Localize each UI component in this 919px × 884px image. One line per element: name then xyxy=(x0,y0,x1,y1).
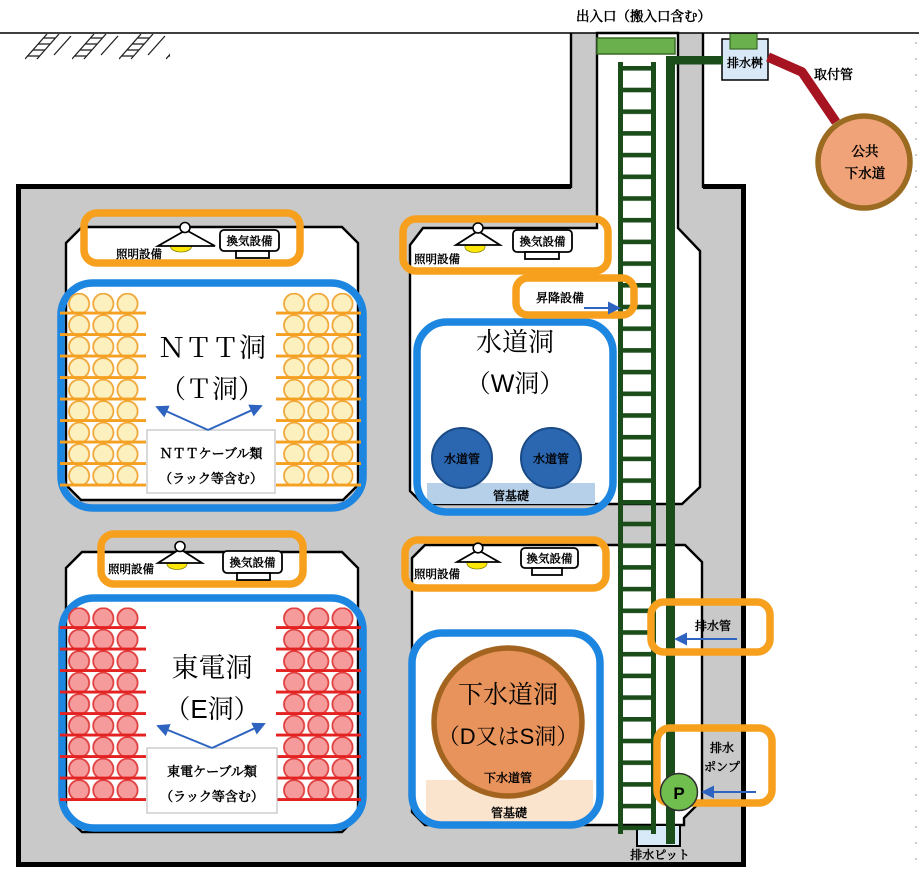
sewer-ventilation-label: 換気設備 xyxy=(526,553,573,566)
attachment-pipe-label: 取付管 xyxy=(814,67,854,82)
sewer-ventilation-duct xyxy=(532,568,562,575)
shaft-left-wall xyxy=(571,33,597,229)
lift-equipment-label: 昇降設備 xyxy=(535,291,585,305)
touden-chamber-title: 東電洞 xyxy=(171,653,253,683)
entrance-label: 出入口（搬入口含む） xyxy=(576,9,711,24)
ntt-chamber-title: ＮＴＴ洞 xyxy=(158,333,266,363)
drain-pipe-label: 排水管 xyxy=(694,619,732,633)
sewer-lighting-label: 照明設備 xyxy=(414,569,460,581)
water-pipe-left-label: 水道管 xyxy=(443,452,481,466)
water-chamber-subtitle: （W洞） xyxy=(465,370,565,398)
public-sewer-circle xyxy=(818,116,910,208)
touden-rack-bars-right xyxy=(276,608,361,802)
drain-basin-cover xyxy=(730,33,757,49)
drain-pit-label: 排水ピット xyxy=(630,848,690,862)
sewer-foundation-label: 管基礎 xyxy=(490,806,528,820)
ntt-cable-note-line2: （ラック等含む） xyxy=(159,471,263,486)
sewer-chamber-subtitle: （D又はS洞） xyxy=(437,724,579,749)
ground-hatch-symbol xyxy=(25,34,170,61)
water-chamber-title: 水道洞 xyxy=(475,327,555,357)
ntt-cable-note-line1: ＮＴＴケーブル類 xyxy=(159,446,263,461)
ntt-ventilation-label: 換気設備 xyxy=(226,236,273,248)
water-ventilation-duct xyxy=(525,252,559,259)
public-sewer-label-line2: 下水道 xyxy=(844,166,886,181)
drain-basin-label: 排水桝 xyxy=(726,56,764,70)
water-lighting-label: 照明設備 xyxy=(414,254,460,266)
drain-pump-label-line1: 排水 xyxy=(709,741,735,755)
ntt-rack-bars-right xyxy=(276,293,361,487)
ntt-lighting-label: 照明設備 xyxy=(116,249,162,261)
ntt-rack-bars-left xyxy=(60,293,146,487)
touden-lighting-label: 照明設備 xyxy=(108,564,154,576)
access-ladder xyxy=(618,62,656,834)
drain-pump-symbol: P xyxy=(673,784,685,803)
drain-pump-label-line2: ポンプ xyxy=(703,760,741,774)
sewer-chamber-title: 下水道洞 xyxy=(457,681,559,709)
ntt-ventilation-duct xyxy=(236,251,269,258)
touden-cable-note-line1: 東電ケーブル類 xyxy=(167,764,257,779)
touden-ventilation-duct xyxy=(237,573,270,580)
sewer-pipe-label: 下水道管 xyxy=(483,771,533,785)
water-pipe-right-label: 水道管 xyxy=(532,452,570,466)
entrance-hatch-cover xyxy=(597,38,675,54)
public-sewer-label-line1: 公共 xyxy=(851,144,879,159)
water-foundation-label: 管基礎 xyxy=(492,489,530,503)
touden-rack-bars-left xyxy=(60,608,146,802)
water-ventilation-label: 換気設備 xyxy=(519,236,566,249)
ntt-chamber-subtitle: （Ｔ洞） xyxy=(159,374,265,404)
touden-cable-note-line2: （ラック等含む） xyxy=(160,789,264,804)
touden-chamber-subtitle: （E洞） xyxy=(164,694,260,724)
touden-ventilation-label: 換気設備 xyxy=(229,557,276,570)
